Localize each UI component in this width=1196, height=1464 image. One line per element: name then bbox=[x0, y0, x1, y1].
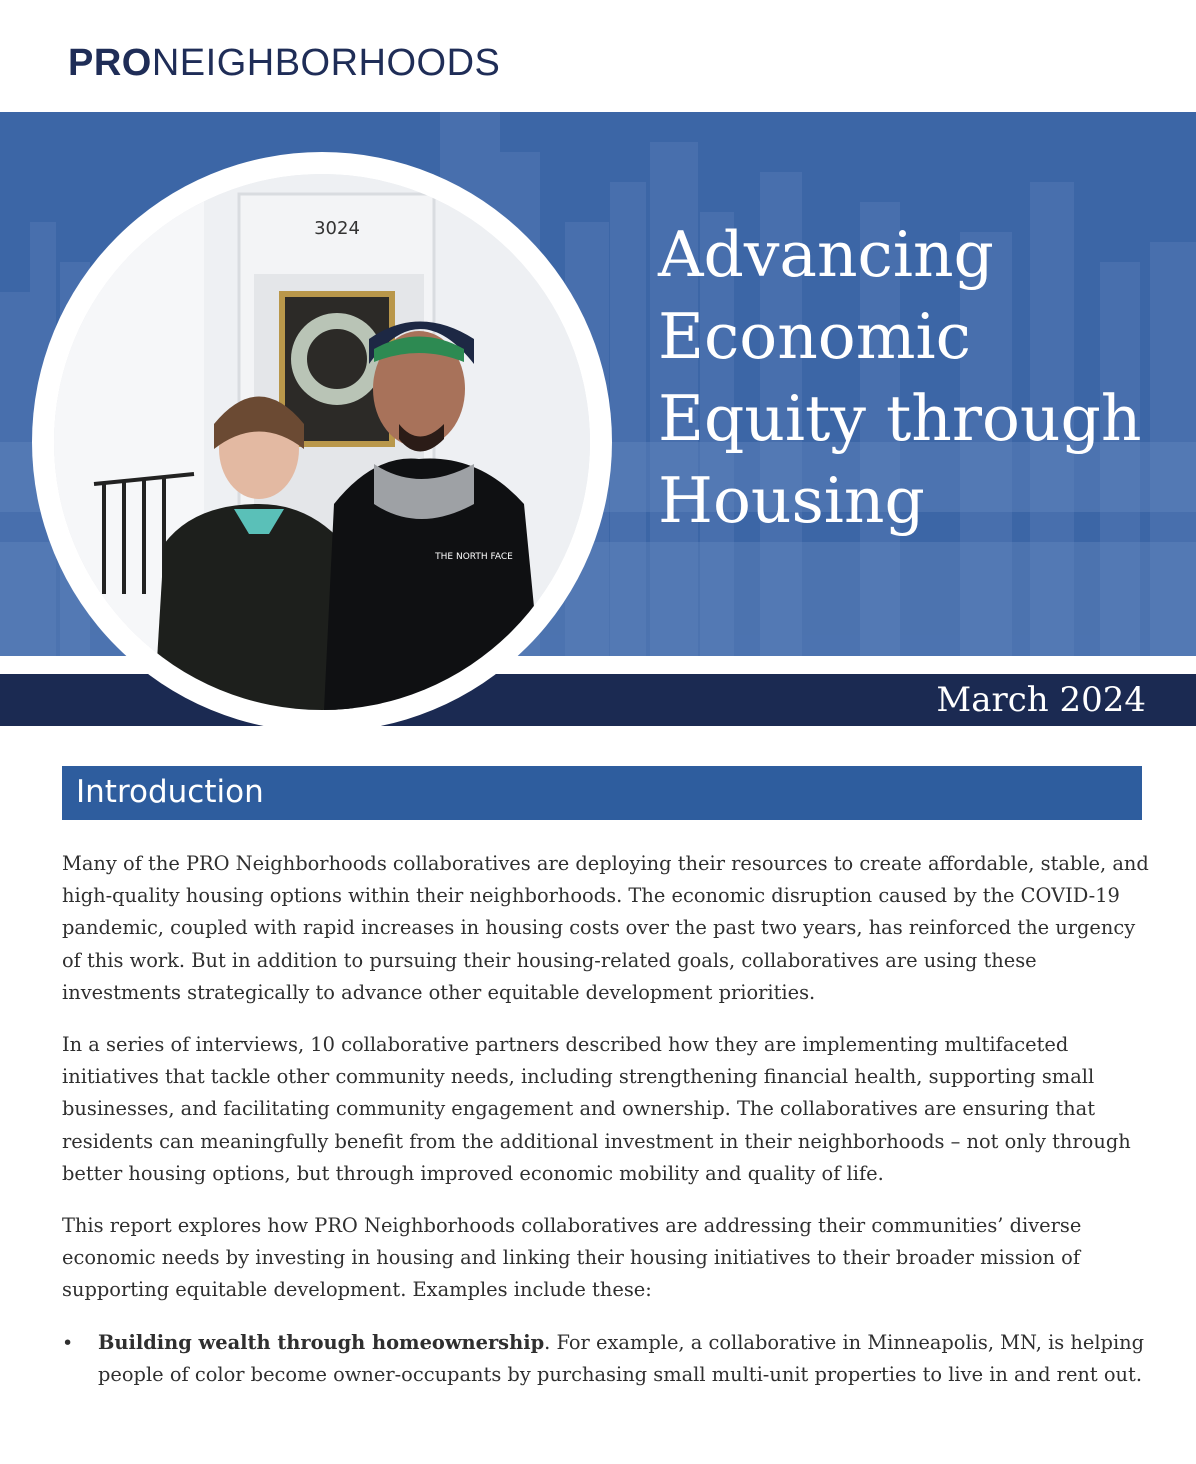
bullet-lead: Building wealth through homeownership bbox=[98, 1330, 545, 1354]
paragraph-3: This report explores how PRO Neighborhoods collaboratives are addressing their communities’ diverse economic needs by investing in housing and linking their housing initiatives to their broader mission of supporting equitable development. Examples include these: bbox=[62, 1214, 1082, 1302]
door-number: 3024 bbox=[314, 218, 360, 239]
logo-pro: PRO bbox=[68, 42, 152, 84]
title-line-2: Economic bbox=[658, 300, 971, 373]
list-item bbox=[62, 1327, 1152, 1391]
report-date: March 2024 bbox=[936, 680, 1146, 720]
title-line-4: Housing bbox=[658, 464, 925, 537]
intro-body bbox=[62, 848, 1152, 1391]
paragraph-1: Many of the PRO Neighborhoods collaboratives are deploying their resources to create affordable, stable, and high-quality housing options within their neighborhoods. The economic disruption caused by the COVID-19 pandemic, coupled with rapid increases in housing costs over the past two years, has reinforced the urgency of this work. But in addition to pursuing their housing-related goals, collaboratives are using these investments strategically to advance other equitable development priorities. bbox=[62, 852, 1149, 1004]
homeowners-photo bbox=[54, 174, 590, 710]
bullet-marker: • bbox=[62, 1331, 74, 1354]
bullet-text: . For example, a collaborative in Minneapolis, MN, is helping people of color become owner-occupants by purchasing small multi-unit properties to live in and rent out. bbox=[98, 1330, 1145, 1386]
paragraph-2: In a series of interviews, 10 collaborative partners described how they are implementing multifaceted initiatives that tackle other community needs, including strengthening financial health, supporting small businesses, and facilitating community engagement and ownership. The collaboratives are ensuring that residents can meaningfully benefit from the additional investment in their neighborhoods – not only through better housing options, but through improved economic mobility and quality of life. bbox=[62, 1033, 1131, 1185]
proneighborhoods-logo bbox=[68, 40, 500, 86]
title-line-3: Equity through bbox=[658, 382, 1142, 455]
section-title: Introduction bbox=[76, 774, 264, 810]
jacket-logo: THE NORTH FACE bbox=[435, 552, 513, 562]
logo-neighborhoods: NEIGHBORHOODS bbox=[151, 42, 501, 84]
title-line-1: Advancing bbox=[658, 218, 994, 291]
report-title bbox=[658, 214, 1178, 542]
